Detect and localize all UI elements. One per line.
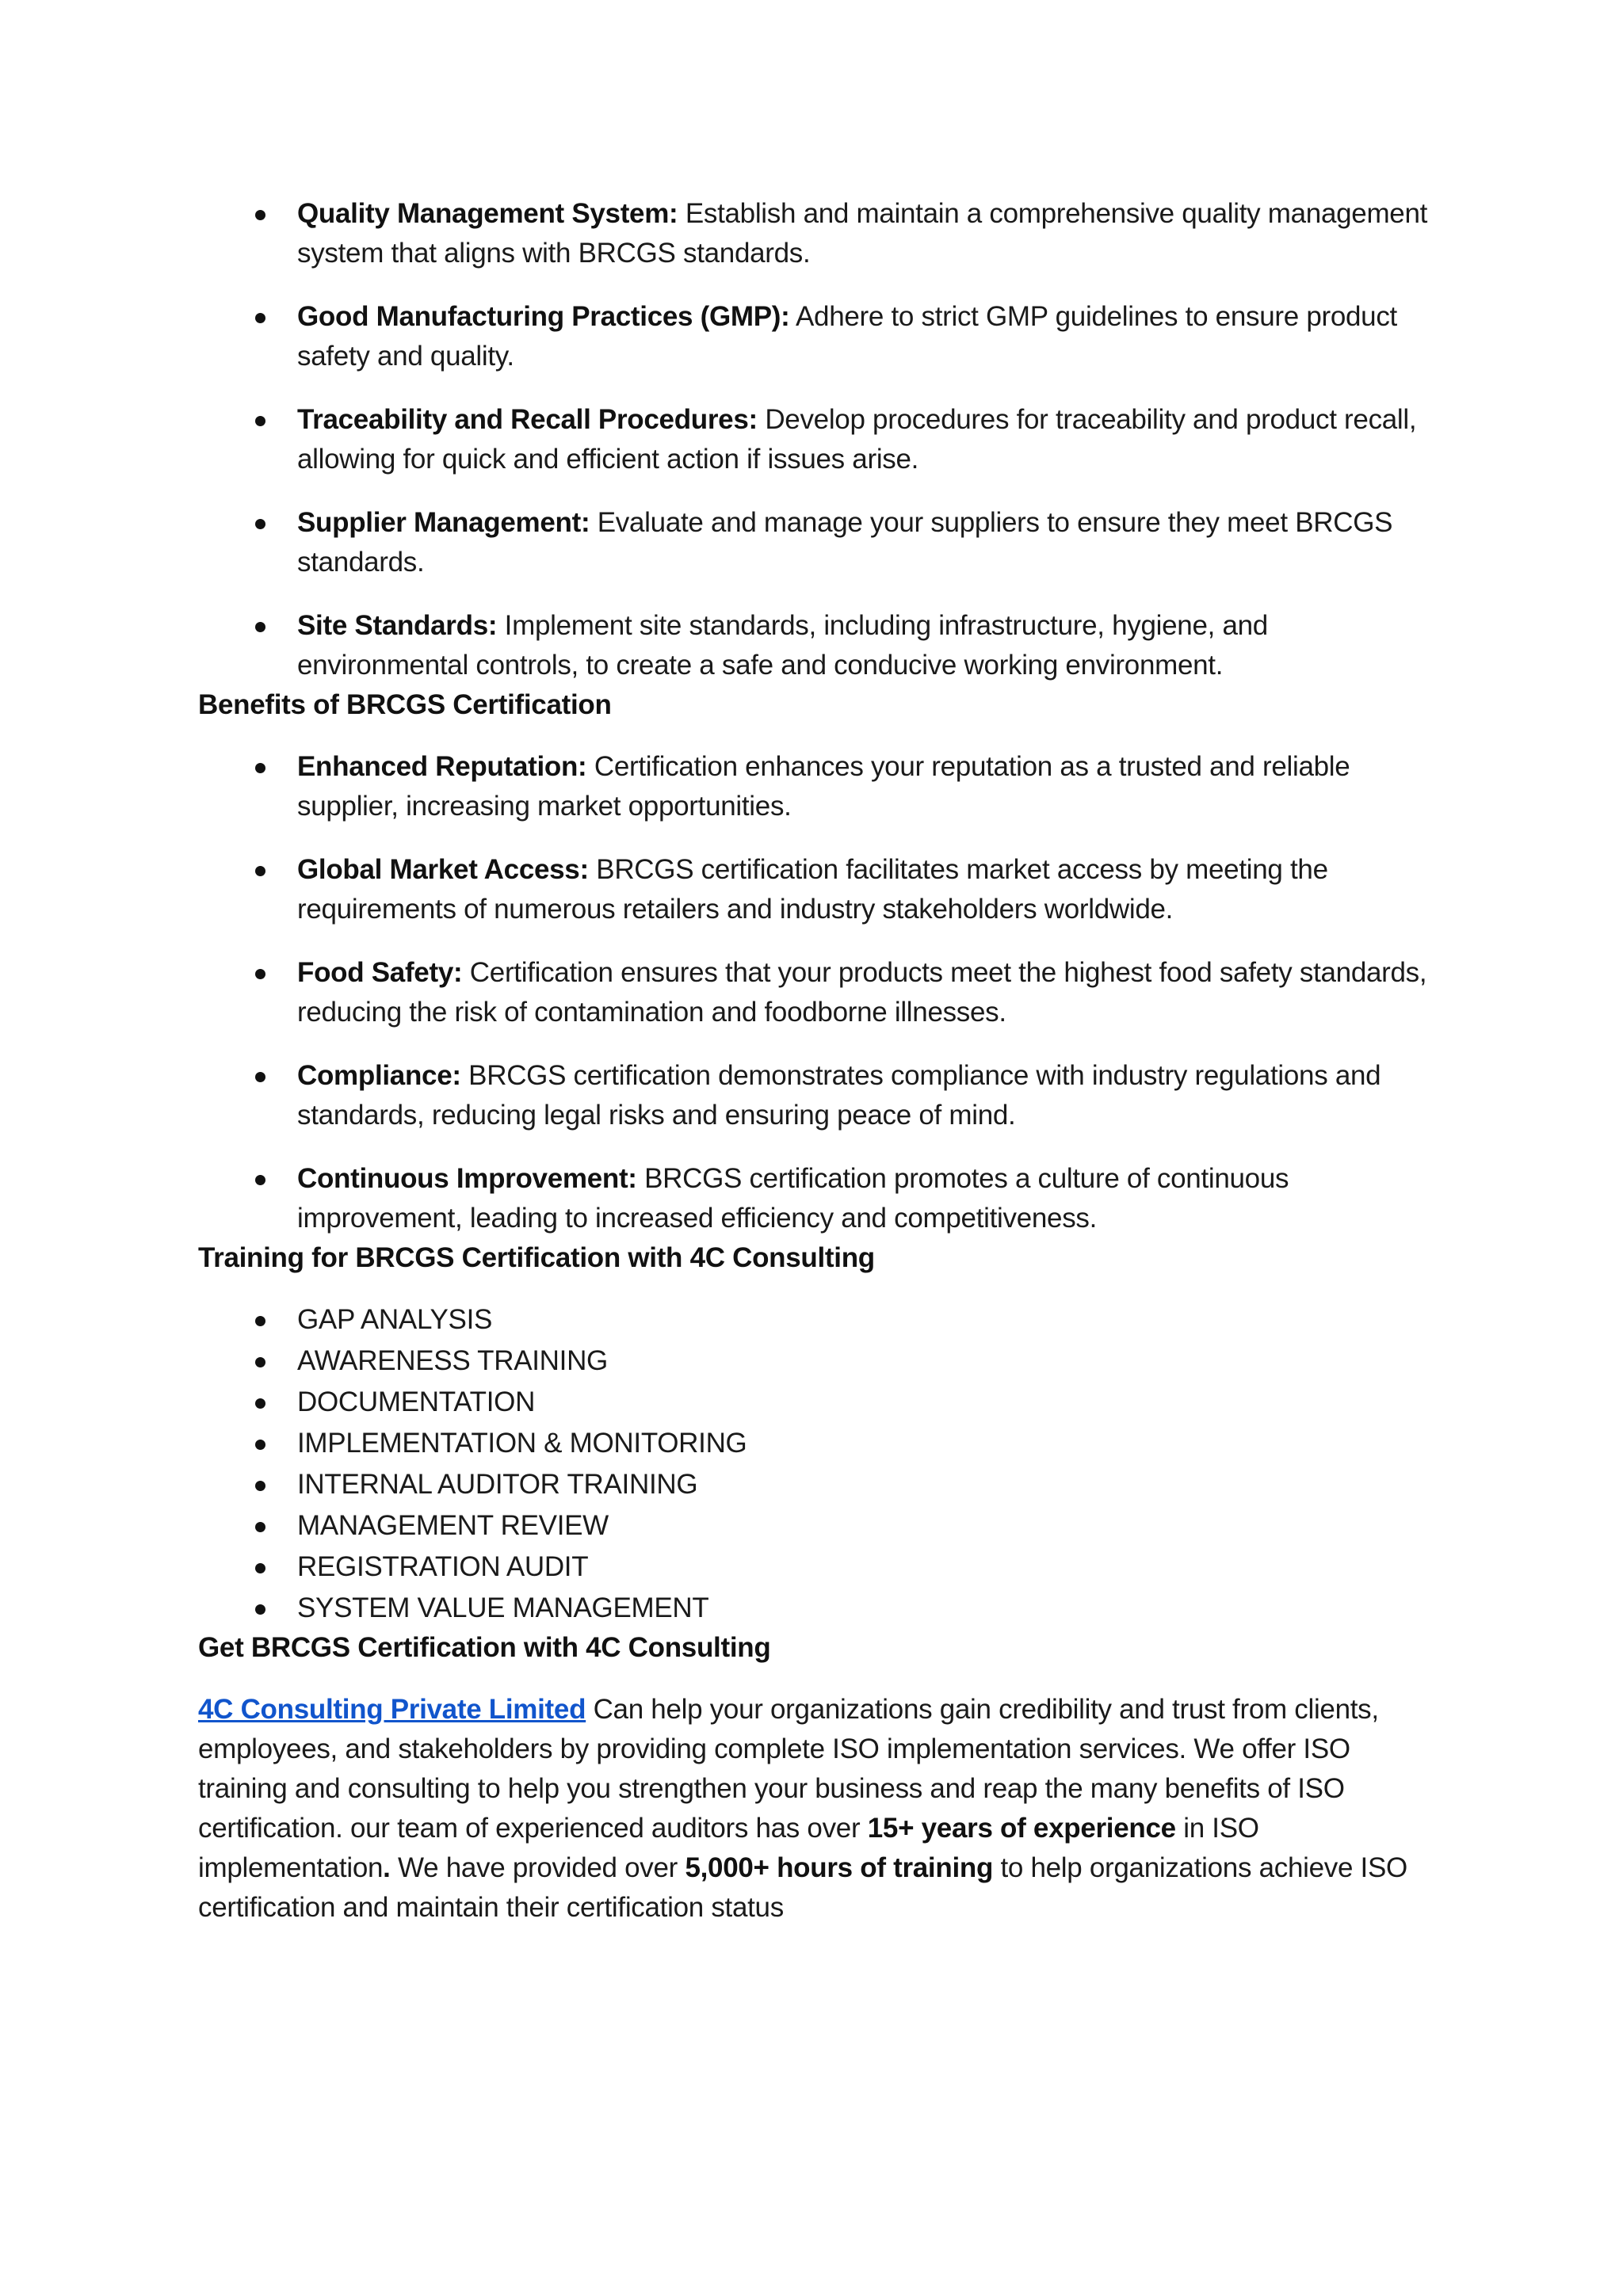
paragraph-text: We have provided over (390, 1852, 685, 1883)
bold-period: . (383, 1852, 391, 1883)
paragraph-text: in ISO implementation (198, 1813, 1259, 1883)
list-item (198, 747, 1434, 826)
list-item-term: Supplier Management: (297, 507, 590, 538)
list-item-term: Global Market Access: (297, 854, 589, 885)
list-item (198, 953, 1434, 1032)
company-link[interactable]: 4C Consulting Private Limited (198, 1694, 586, 1725)
list-item-desc: Develop procedures for traceability and product recall, allowing for quick and efficient action if issues arise. (297, 404, 1417, 475)
benefits-list (198, 747, 1434, 1238)
list-item: MANAGEMENT REVIEW (198, 1506, 1434, 1546)
list-item (198, 1056, 1434, 1135)
list-item: INTERNAL AUDITOR TRAINING (198, 1465, 1434, 1505)
list-item: GAP ANALYSIS (198, 1300, 1434, 1340)
paragraph-text: to help organizations achieve ISO certification and maintain their certification status (198, 1852, 1407, 1923)
list-item-desc: BRCGS certification promotes a culture of continuous improvement, leading to increased efficiency and competitiveness. (297, 1163, 1289, 1234)
list-item-term: Compliance: (297, 1060, 461, 1091)
list-item (198, 400, 1434, 479)
list-item-term: Site Standards: (297, 610, 498, 641)
list-item-desc: BRCGS certification demonstrates compliance with industry regulations and standards, reducing legal risks and ensuring peace of mind. (297, 1060, 1381, 1131)
training-heading: Training for BRCGS Certification with 4C Consulting (198, 1242, 875, 1273)
training-hours-highlight: 5,000+ hours of training (685, 1852, 994, 1883)
list-item (198, 850, 1434, 929)
list-item (198, 606, 1434, 685)
list-item-desc: Certification ensures that your products meet the highest food safety standards, reducing the risk of contamination and foodborne illnesses. (297, 957, 1427, 1028)
document-content (198, 194, 1434, 1928)
list-item (198, 503, 1434, 582)
list-item-desc: Implement site standards, including infrastructure, hygiene, and environmental controls, to create a safe and conducive working environment. (297, 610, 1268, 681)
paragraph-text: Can help your organizations gain credibility and trust from clients, employees, and stakeholders by providing complete ISO implementation services. We offer ISO training and consulting to help you strengthen your business and reap the many benefits of ISO certification. our team of experienced auditors has over (198, 1694, 1379, 1844)
list-item-desc: Adhere to strict GMP guidelines to ensure product safety and quality. (297, 301, 1397, 372)
get-certified-paragraph (198, 1690, 1434, 1928)
get-certified-heading: Get BRCGS Certification with 4C Consulting (198, 1632, 771, 1663)
list-item-desc: Establish and maintain a comprehensive quality management system that aligns with BRCGS standards. (297, 198, 1428, 269)
list-item-term: Quality Management System: (297, 198, 678, 229)
list-item-term: Good Manufacturing Practices (GMP): (297, 301, 790, 332)
list-item: DOCUMENTATION (198, 1383, 1434, 1422)
requirements-list (198, 194, 1434, 685)
list-item-desc: BRCGS certification facilitates market access by meeting the requirements of numerous retailers and industry stakeholders worldwide. (297, 854, 1328, 925)
benefits-heading: Benefits of BRCGS Certification (198, 689, 612, 720)
list-item-term: Continuous Improvement: (297, 1163, 637, 1194)
list-item (198, 194, 1434, 273)
list-item: IMPLEMENTATION & MONITORING (198, 1424, 1434, 1463)
list-item: REGISTRATION AUDIT (198, 1547, 1434, 1587)
experience-highlight: 15+ years of experience (867, 1813, 1176, 1844)
list-item-desc: Evaluate and manage your suppliers to ensure they meet BRCGS standards. (297, 507, 1393, 578)
list-item (198, 297, 1434, 376)
list-item-term: Food Safety: (297, 957, 463, 988)
list-item-term: Enhanced Reputation: (297, 751, 587, 782)
training-list (198, 1300, 1434, 1628)
list-item: AWARENESS TRAINING (198, 1341, 1434, 1381)
list-item: SYSTEM VALUE MANAGEMENT (198, 1589, 1434, 1628)
list-item-term: Traceability and Recall Procedures: (297, 404, 758, 435)
list-item-desc: Certification enhances your reputation as a trusted and reliable supplier, increasing market opportunities. (297, 751, 1350, 822)
list-item (198, 1159, 1434, 1238)
